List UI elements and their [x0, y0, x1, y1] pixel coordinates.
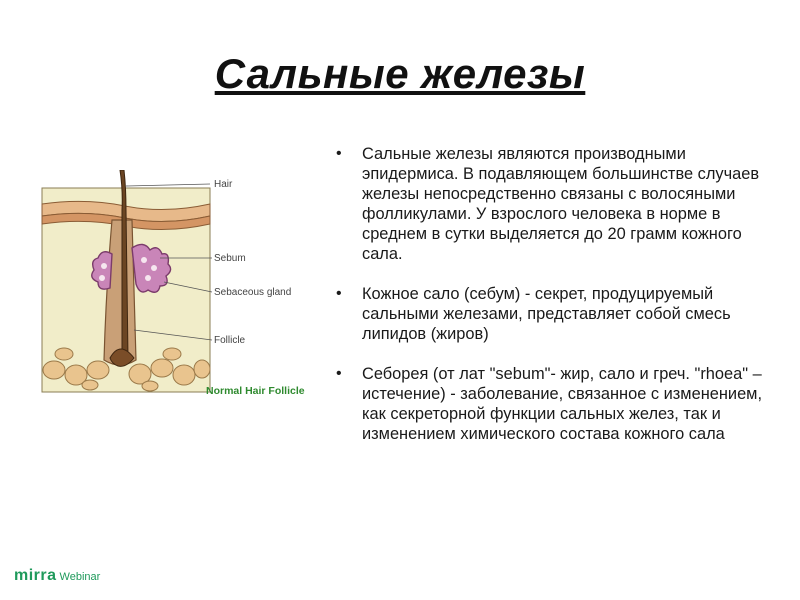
bullet-text: Себорея (от лат "sebum"- жир, сало и греч. "rhoea" – истечение) - заболевание, связанное с изменением, как секреторной функции сальных желез, так и изменением химического состава кожного сала — [362, 365, 763, 443]
bullet-symbol: • — [336, 145, 342, 162]
bullet-item — [336, 284, 776, 344]
bullet-item — [336, 364, 776, 444]
brand-name: mirra — [14, 567, 57, 584]
figure-caption: Normal Hair Follicle — [206, 385, 305, 397]
label-sebaceous-gland: Sebaceous gland — [214, 287, 292, 298]
bullet-symbol: • — [336, 365, 342, 382]
label-follicle: Follicle — [214, 335, 246, 346]
label-sebum: Sebum — [214, 253, 246, 264]
footer-logo — [14, 567, 100, 585]
hair-follicle-diagram — [40, 170, 330, 400]
bullet-text: Сальные железы являются производными эпидермиса. В подавляющем большинстве случаев железы непосредственно связаны с волосяными фолликулами. У взрослого человека в норме в среднем в сутки выделяется до 20 грамм кожного сала. — [362, 145, 760, 263]
label-hair: Hair — [214, 179, 233, 190]
bullet-text: Кожное сало (себум) - секрет, продуцируемый сальными железами, представляет собой смесь липидов (жиров) — [362, 285, 731, 343]
bullet-list — [336, 144, 776, 464]
brand-subtitle: Webinar — [59, 571, 101, 583]
bullet-symbol: • — [336, 285, 342, 302]
bullet-item — [336, 144, 776, 264]
slide-title: Сальные железы — [214, 50, 586, 97]
